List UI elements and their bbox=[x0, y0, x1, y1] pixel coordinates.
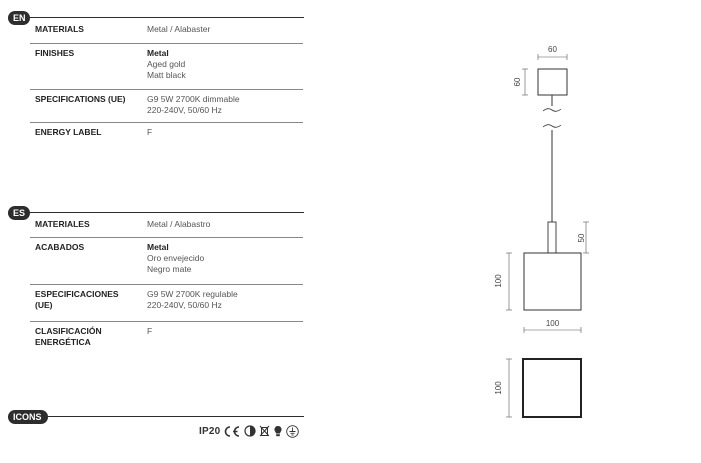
canopy-drawing bbox=[513, 45, 567, 95]
spec-value-line: Negro mate bbox=[147, 264, 192, 274]
spec-label: ENERGY LABEL bbox=[35, 127, 102, 137]
spec-value-line: F bbox=[147, 127, 153, 137]
spec-value-line: G9 5W 2700K dimmable bbox=[147, 94, 240, 104]
ip-rating: IP20 bbox=[199, 425, 221, 437]
spec-value-line: Oro envejecido bbox=[147, 253, 205, 263]
spec-value-line: 220-240V, 50/60 Hz bbox=[147, 105, 222, 115]
spec-value-line: G9 5W 2700K regulable bbox=[147, 289, 238, 299]
spec-value-line: Metal / Alabastro bbox=[147, 219, 211, 229]
section-badge-icons: ICONS bbox=[8, 410, 48, 424]
canopy-width-label: 60 bbox=[548, 45, 557, 54]
shade-width-label: 100 bbox=[545, 319, 560, 328]
cable-drawing bbox=[543, 95, 561, 222]
section-badge-es: ES bbox=[8, 206, 30, 220]
top-view-size-label: 100 bbox=[494, 381, 503, 395]
spec-value-line: 220-240V, 50/60 Hz bbox=[147, 300, 222, 310]
neck-drawing bbox=[548, 222, 589, 253]
spec-label-line: ENERGÉTICA bbox=[35, 337, 91, 347]
spec-value-line: Aged gold bbox=[147, 59, 186, 69]
spec-label: ACABADOS bbox=[35, 242, 85, 252]
shade-height-label: 100 bbox=[494, 274, 503, 288]
spec-value-line: Metal bbox=[147, 242, 169, 252]
spec-label-line: ESPECIFICACIONES bbox=[35, 289, 119, 299]
spec-value-line: Metal / Alabaster bbox=[147, 24, 211, 34]
spec-label: MATERIALS bbox=[35, 24, 84, 34]
spec-value-line: Metal bbox=[147, 48, 169, 58]
spec-label: MATERIALES bbox=[35, 219, 90, 229]
spec-label: SPECIFICATIONS (UE) bbox=[35, 94, 126, 104]
neck-height-label: 50 bbox=[577, 233, 586, 243]
spec-value-line: F bbox=[147, 326, 153, 336]
canopy-height-label: 60 bbox=[513, 77, 522, 87]
top-view-drawing bbox=[494, 359, 581, 417]
shade-drawing bbox=[494, 253, 581, 333]
spec-label: FINISHES bbox=[35, 48, 75, 58]
spec-label-line: (UE) bbox=[35, 300, 53, 310]
spec-label-line: CLASIFICACIÓN bbox=[35, 326, 102, 336]
section-badge-en: EN bbox=[8, 11, 30, 25]
spec-value-line: Matt black bbox=[147, 70, 186, 80]
